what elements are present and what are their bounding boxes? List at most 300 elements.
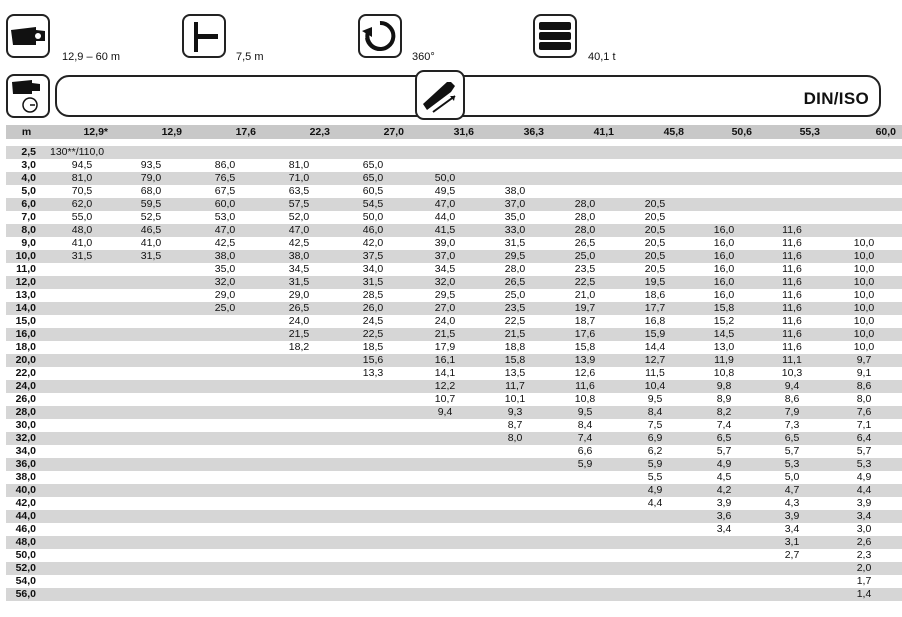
load-cell <box>336 549 410 562</box>
radius-cell: 14,0 <box>6 302 50 315</box>
load-cell: 22,5 <box>480 315 550 328</box>
load-cell: 9,3 <box>480 406 550 419</box>
load-cell: 11,1 <box>758 354 826 367</box>
load-cell <box>550 497 620 510</box>
column-header-radius: m <box>6 125 50 139</box>
load-cell: 15,9 <box>620 328 690 341</box>
load-cell <box>336 146 410 159</box>
column-header-boom-length: 17,6 <box>188 125 262 139</box>
load-cell <box>480 445 550 458</box>
load-cell <box>50 419 114 432</box>
load-cell: 2,6 <box>826 536 902 549</box>
load-cell <box>114 523 188 536</box>
load-chart-table <box>6 125 902 601</box>
load-cell: 13,5 <box>480 367 550 380</box>
load-cell <box>480 458 550 471</box>
load-cell <box>114 289 188 302</box>
load-cell: 2,7 <box>758 549 826 562</box>
standard-label: DIN/ISO <box>803 89 869 108</box>
load-cell: 44,0 <box>410 211 480 224</box>
load-cell: 5,7 <box>758 445 826 458</box>
load-cell: 8,0 <box>826 393 902 406</box>
radius-cell: 40,0 <box>6 484 50 497</box>
load-cell: 11,6 <box>758 289 826 302</box>
load-cell: 7,4 <box>550 432 620 445</box>
load-cell: 13,0 <box>690 341 758 354</box>
load-cell: 42,5 <box>188 237 262 250</box>
load-cell: 11,6 <box>758 328 826 341</box>
load-cell <box>188 458 262 471</box>
load-cell <box>188 406 262 419</box>
load-cell <box>690 575 758 588</box>
table-row <box>6 536 902 549</box>
column-header-boom-length: 27,0 <box>336 125 410 139</box>
load-cell <box>620 549 690 562</box>
load-cell: 20,5 <box>620 237 690 250</box>
load-cell: 10,0 <box>826 263 902 276</box>
load-cell: 26,0 <box>336 302 410 315</box>
radius-cell: 3,0 <box>6 159 50 172</box>
load-cell <box>410 588 480 601</box>
load-cell <box>826 224 902 237</box>
load-cell: 20,5 <box>620 198 690 211</box>
table-row <box>6 380 902 393</box>
load-cell: 5,5 <box>620 471 690 484</box>
load-cell: 16,0 <box>690 224 758 237</box>
load-cell: 70,5 <box>50 185 114 198</box>
load-cell: 16,0 <box>690 289 758 302</box>
load-cell: 28,0 <box>550 211 620 224</box>
radius-cell: 8,0 <box>6 224 50 237</box>
load-cell <box>50 289 114 302</box>
jib-icon <box>182 14 226 58</box>
load-cell: 16,0 <box>690 237 758 250</box>
load-cell <box>262 380 336 393</box>
table-row <box>6 276 902 289</box>
load-cell: 29,5 <box>480 250 550 263</box>
load-cell <box>50 445 114 458</box>
table-row <box>6 211 902 224</box>
load-cell <box>550 185 620 198</box>
load-cell: 31,5 <box>50 250 114 263</box>
load-cell <box>690 588 758 601</box>
load-cell <box>550 510 620 523</box>
load-cell: 18,5 <box>336 341 410 354</box>
boom-angle-icon <box>415 70 465 120</box>
load-cell <box>336 432 410 445</box>
load-cell <box>114 367 188 380</box>
load-cell: 11,6 <box>758 237 826 250</box>
load-cell: 27,0 <box>410 302 480 315</box>
table-row <box>6 328 902 341</box>
load-cell: 53,0 <box>188 211 262 224</box>
table-spacer <box>6 139 902 146</box>
table-row <box>6 445 902 458</box>
load-cell: 21,0 <box>550 289 620 302</box>
load-cell <box>50 406 114 419</box>
standard-band <box>55 75 881 117</box>
load-cell <box>114 419 188 432</box>
load-cell: 11,6 <box>550 380 620 393</box>
load-cell <box>826 211 902 224</box>
load-cell: 59,5 <box>114 198 188 211</box>
load-cell: 34,5 <box>410 263 480 276</box>
load-cell: 2,3 <box>826 549 902 562</box>
load-cell <box>336 419 410 432</box>
load-cell <box>114 575 188 588</box>
boom-length-label: 12,9 – 60 m <box>62 51 121 63</box>
table-row <box>6 458 902 471</box>
counterweight-icon <box>533 14 577 58</box>
load-cell: 10,0 <box>826 341 902 354</box>
load-cell <box>114 536 188 549</box>
load-cell <box>50 276 114 289</box>
load-cell <box>188 575 262 588</box>
load-cell: 38,0 <box>480 185 550 198</box>
load-cell <box>336 393 410 406</box>
load-cell: 16,0 <box>690 263 758 276</box>
load-cell <box>50 354 114 367</box>
load-cell <box>410 497 480 510</box>
load-cell <box>50 523 114 536</box>
load-cell: 42,0 <box>336 237 410 250</box>
load-cell: 29,0 <box>188 289 262 302</box>
load-cell <box>620 159 690 172</box>
load-cell: 18,6 <box>620 289 690 302</box>
load-cell <box>410 510 480 523</box>
load-cell: 28,0 <box>550 198 620 211</box>
load-cell: 4,3 <box>758 497 826 510</box>
load-cell: 3,6 <box>690 510 758 523</box>
load-cell <box>114 341 188 354</box>
radius-cell: 10,0 <box>6 250 50 263</box>
load-cell <box>480 523 550 536</box>
load-cell: 79,0 <box>114 172 188 185</box>
load-cell <box>336 484 410 497</box>
load-cell <box>336 523 410 536</box>
load-cell <box>262 536 336 549</box>
load-cell: 18,8 <box>480 341 550 354</box>
load-cell <box>480 471 550 484</box>
load-cell <box>114 380 188 393</box>
load-cell <box>114 276 188 289</box>
load-cell: 81,0 <box>262 159 336 172</box>
table-row <box>6 250 902 263</box>
load-cell: 7,4 <box>690 419 758 432</box>
load-cell: 28,5 <box>336 289 410 302</box>
load-cell <box>188 523 262 536</box>
load-cell <box>262 484 336 497</box>
load-cell <box>50 549 114 562</box>
load-cell: 24,0 <box>410 315 480 328</box>
radius-cell: 34,0 <box>6 445 50 458</box>
load-cell <box>50 380 114 393</box>
load-cell <box>550 484 620 497</box>
load-cell: 23,5 <box>550 263 620 276</box>
load-cell <box>336 536 410 549</box>
load-cell <box>758 185 826 198</box>
radius-cell: 30,0 <box>6 419 50 432</box>
column-header-boom-length: 22,3 <box>262 125 336 139</box>
table-row <box>6 159 902 172</box>
load-cell: 41,0 <box>50 237 114 250</box>
load-cell <box>114 562 188 575</box>
load-cell: 60,5 <box>336 185 410 198</box>
radius-cell: 9,0 <box>6 237 50 250</box>
load-cell <box>758 562 826 575</box>
load-cell: 18,7 <box>550 315 620 328</box>
load-cell: 16,1 <box>410 354 480 367</box>
table-row <box>6 289 902 302</box>
load-cell: 41,0 <box>114 237 188 250</box>
load-cell <box>188 562 262 575</box>
load-cell <box>114 497 188 510</box>
load-cell <box>480 497 550 510</box>
load-cell: 25,0 <box>550 250 620 263</box>
load-cell: 41,5 <box>410 224 480 237</box>
load-cell <box>550 588 620 601</box>
column-header-boom-length: 36,3 <box>480 125 550 139</box>
load-cell <box>262 432 336 445</box>
radius-cell: 12,0 <box>6 276 50 289</box>
load-cell: 8,4 <box>620 406 690 419</box>
load-cell <box>188 328 262 341</box>
load-cell <box>262 588 336 601</box>
load-cell <box>188 380 262 393</box>
load-cell: 16,0 <box>690 250 758 263</box>
load-cell <box>758 146 826 159</box>
table-row <box>6 497 902 510</box>
load-cell <box>188 393 262 406</box>
load-cell: 57,5 <box>262 198 336 211</box>
load-cell <box>188 341 262 354</box>
load-cell <box>826 185 902 198</box>
table-row <box>6 367 902 380</box>
load-cell <box>758 172 826 185</box>
load-cell: 4,9 <box>690 458 758 471</box>
load-cell: 9,4 <box>758 380 826 393</box>
load-cell: 11,6 <box>758 276 826 289</box>
load-cell: 65,0 <box>336 159 410 172</box>
load-cell: 55,0 <box>50 211 114 224</box>
radius-cell: 13,0 <box>6 289 50 302</box>
load-cell <box>50 510 114 523</box>
load-cell: 21,5 <box>410 328 480 341</box>
table-row <box>6 393 902 406</box>
load-cell: 34,0 <box>336 263 410 276</box>
radius-cell: 4,0 <box>6 172 50 185</box>
load-cell: 10,1 <box>480 393 550 406</box>
telescopic-boom-icon <box>6 14 50 58</box>
load-cell: 15,8 <box>550 341 620 354</box>
load-cell: 21,5 <box>480 328 550 341</box>
load-cell <box>690 172 758 185</box>
load-cell: 10,0 <box>826 302 902 315</box>
load-cell <box>550 471 620 484</box>
load-cell: 34,5 <box>262 263 336 276</box>
load-cell <box>114 146 188 159</box>
load-cell <box>188 510 262 523</box>
load-cell: 12,7 <box>620 354 690 367</box>
load-cell <box>262 549 336 562</box>
load-cell: 9,5 <box>620 393 690 406</box>
load-cell <box>262 471 336 484</box>
load-cell: 10,8 <box>550 393 620 406</box>
load-cell: 47,0 <box>188 224 262 237</box>
load-cell: 93,5 <box>114 159 188 172</box>
load-cell: 16,8 <box>620 315 690 328</box>
load-cell <box>114 588 188 601</box>
load-cell <box>336 445 410 458</box>
load-cell <box>262 445 336 458</box>
load-cell: 22,5 <box>550 276 620 289</box>
load-cell: 3,9 <box>690 497 758 510</box>
load-cell: 24,0 <box>262 315 336 328</box>
counterweight-label: 40,1 t <box>588 51 616 63</box>
load-cell: 11,6 <box>758 224 826 237</box>
load-cell <box>690 146 758 159</box>
load-cell: 52,5 <box>114 211 188 224</box>
load-cell: 24,5 <box>336 315 410 328</box>
table-row <box>6 224 902 237</box>
load-cell <box>550 536 620 549</box>
load-cell <box>188 367 262 380</box>
load-cell: 15,8 <box>690 302 758 315</box>
load-cell: 8,9 <box>690 393 758 406</box>
load-cell: 67,5 <box>188 185 262 198</box>
load-cell <box>114 484 188 497</box>
load-cell: 31,5 <box>336 276 410 289</box>
load-cell <box>50 263 114 276</box>
load-cell <box>50 497 114 510</box>
load-cell: 22,5 <box>336 328 410 341</box>
load-cell: 14,1 <box>410 367 480 380</box>
load-cell: 62,0 <box>50 198 114 211</box>
load-cell: 11,6 <box>758 341 826 354</box>
load-cell <box>758 198 826 211</box>
load-cell: 5,7 <box>690 445 758 458</box>
load-cell: 28,0 <box>480 263 550 276</box>
load-cell: 32,0 <box>410 276 480 289</box>
load-cell: 1,7 <box>826 575 902 588</box>
load-cell <box>620 185 690 198</box>
column-header-boom-length: 41,1 <box>550 125 620 139</box>
load-cell <box>188 354 262 367</box>
load-cell <box>410 484 480 497</box>
load-cell: 25,0 <box>480 289 550 302</box>
load-cell: 86,0 <box>188 159 262 172</box>
load-cell: 46,0 <box>336 224 410 237</box>
load-cell <box>480 536 550 549</box>
radius-cell: 26,0 <box>6 393 50 406</box>
load-cell <box>188 432 262 445</box>
column-header-boom-length: 45,8 <box>620 125 690 139</box>
slew-range-label: 360° <box>412 51 435 63</box>
load-cell <box>550 523 620 536</box>
radius-cell: 22,0 <box>6 367 50 380</box>
load-cell <box>480 484 550 497</box>
table-row <box>6 198 902 211</box>
load-cell <box>114 471 188 484</box>
load-cell <box>480 575 550 588</box>
load-cell: 5,0 <box>758 471 826 484</box>
load-cell: 11,7 <box>480 380 550 393</box>
load-cell: 5,7 <box>826 445 902 458</box>
load-cell <box>410 562 480 575</box>
radius-cell: 42,0 <box>6 497 50 510</box>
load-cell <box>620 536 690 549</box>
load-cell: 38,0 <box>262 250 336 263</box>
load-cell <box>758 575 826 588</box>
column-header-boom-length: 60,0 <box>826 125 902 139</box>
load-cell <box>50 458 114 471</box>
load-cell: 15,2 <box>690 315 758 328</box>
table-row <box>6 484 902 497</box>
load-cell <box>114 302 188 315</box>
load-cell <box>262 510 336 523</box>
table-row <box>6 354 902 367</box>
load-cell <box>114 354 188 367</box>
load-cell: 3,0 <box>826 523 902 536</box>
load-cell: 10,3 <box>758 367 826 380</box>
table-row <box>6 146 902 159</box>
load-cell: 9,5 <box>550 406 620 419</box>
load-cell <box>410 146 480 159</box>
load-cell: 31,5 <box>262 276 336 289</box>
load-cell <box>188 445 262 458</box>
load-cell: 9,1 <box>826 367 902 380</box>
load-cell: 10,0 <box>826 276 902 289</box>
load-cell: 13,3 <box>336 367 410 380</box>
radius-cell: 16,0 <box>6 328 50 341</box>
load-cell <box>410 523 480 536</box>
load-cell <box>620 172 690 185</box>
header-row <box>6 125 902 139</box>
load-cell <box>480 549 550 562</box>
load-cell <box>758 588 826 601</box>
load-cell <box>114 549 188 562</box>
radius-cell: 6,0 <box>6 198 50 211</box>
load-cell: 11,6 <box>758 250 826 263</box>
load-cell <box>410 432 480 445</box>
load-cell: 11,9 <box>690 354 758 367</box>
load-cell: 4,2 <box>690 484 758 497</box>
load-cell: 25,0 <box>188 302 262 315</box>
load-cell: 20,5 <box>620 250 690 263</box>
radius-cell: 24,0 <box>6 380 50 393</box>
load-cell <box>188 146 262 159</box>
load-cell: 50,0 <box>410 172 480 185</box>
load-cell: 7,9 <box>758 406 826 419</box>
load-cell: 2,0 <box>826 562 902 575</box>
load-cell: 3,1 <box>758 536 826 549</box>
load-cell <box>690 211 758 224</box>
load-cell <box>50 315 114 328</box>
load-cell: 33,0 <box>480 224 550 237</box>
table-row <box>6 341 902 354</box>
load-cell: 39,0 <box>410 237 480 250</box>
load-cell: 7,5 <box>620 419 690 432</box>
load-cell <box>50 575 114 588</box>
load-cell: 7,3 <box>758 419 826 432</box>
load-cell <box>114 458 188 471</box>
table-row <box>6 302 902 315</box>
load-cell: 4,4 <box>620 497 690 510</box>
load-cell: 15,8 <box>480 354 550 367</box>
load-cell <box>690 198 758 211</box>
load-cell <box>620 575 690 588</box>
radius-cell: 7,0 <box>6 211 50 224</box>
